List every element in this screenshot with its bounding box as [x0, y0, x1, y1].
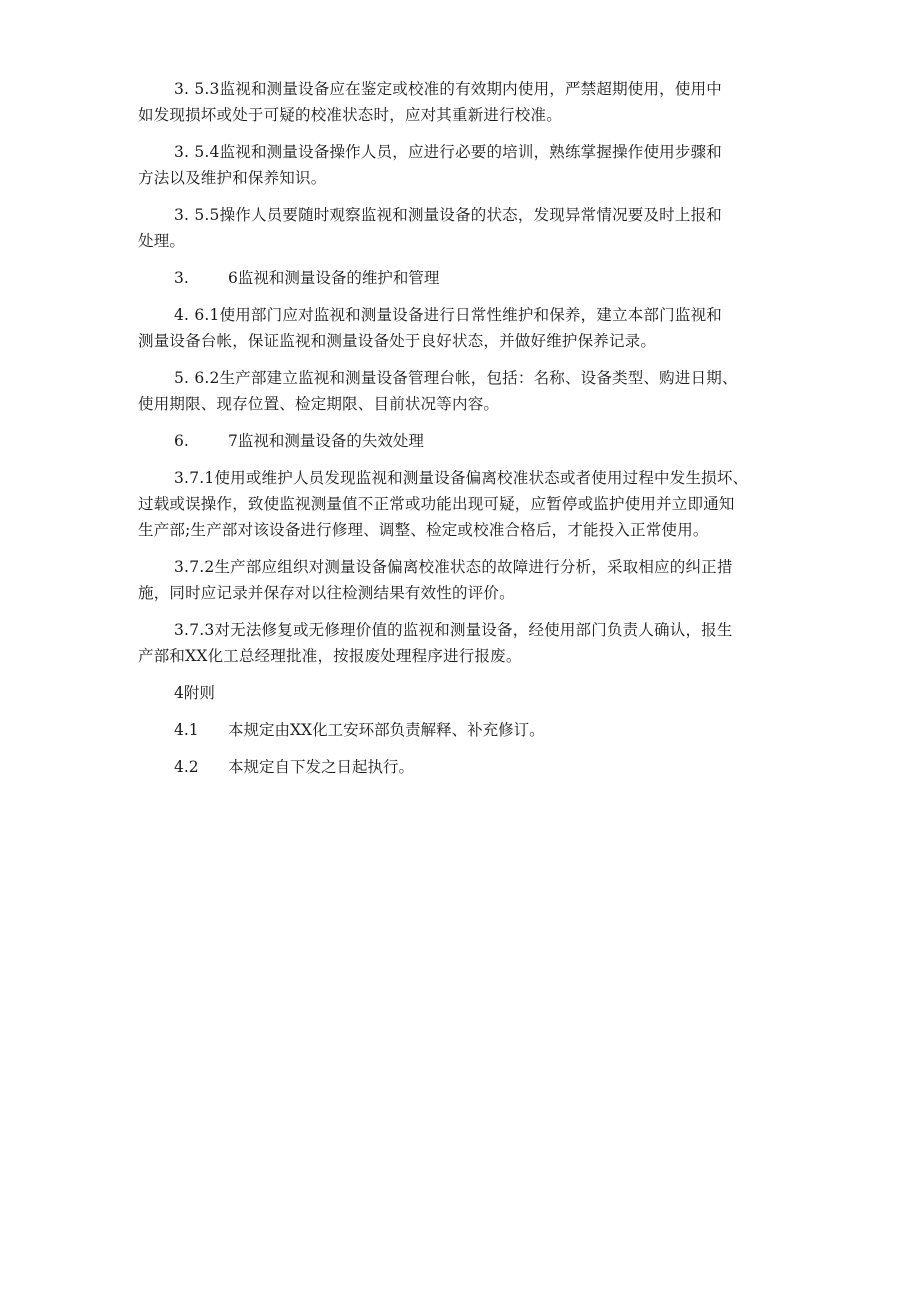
item-text: 本规定自下发之日起执行。: [228, 758, 415, 776]
clause-line: 3.7.1使用或维护人员发现监视和测量设备偏离校准状态或者使用过程中发生损坏、: [174, 469, 749, 487]
clause-line: 3. 5.3监视和测量设备应在鉴定或校准的有效期内使用，严禁超期使用，使用中: [174, 80, 722, 98]
clause-3-7-3: [138, 617, 798, 680]
clause-line: 3.7.3对无法修复或无修理价值的监视和测量设备，经使用部门负责人确认，报生: [174, 621, 733, 639]
clause-3-5-4: [138, 139, 798, 202]
clause-3-7-2: [138, 554, 798, 617]
item-number: 4.2: [174, 758, 199, 776]
clause-3-6-2: [138, 365, 798, 428]
clause-line: 生产部;生产部对该设备进行修理、调整、检定或校准合格后，才能投入正常使用。: [138, 521, 709, 539]
clause-3-7-1: [138, 465, 798, 554]
clause-line: 测量设备台帐，保证监视和测量设备处于良好状态，并做好维护保养记录。: [138, 332, 657, 350]
clause-line: 5. 6.2生产部建立监视和测量设备管理台帐，包括：名称、设备类型、购进日期、: [174, 369, 738, 387]
section-title: 7监视和测量设备的失效处理: [228, 432, 424, 450]
section-number: 6.: [174, 432, 189, 450]
item-text: 本规定由XX化工安环部负责解释、补充修订。: [228, 721, 545, 739]
clause-line: 3.7.2生产部应组织对测量设备偏离校准状态的故障进行分析，采取相应的纠正措: [174, 558, 733, 576]
section-number: 3.: [174, 269, 189, 287]
clause-3-6-1: [138, 302, 798, 365]
clause-line: 施，同时应记录并保存对以往检测结果有效性的评价。: [138, 584, 515, 602]
clause-line: 过载或误操作，致使监视测量值不正常或功能出现可疑，应暂停或监护使用并立即通知: [138, 495, 735, 513]
clause-3-5-5: [138, 202, 798, 265]
clause-line: 处理。: [138, 232, 186, 250]
clause-line: 使用期限、现存位置、检定期限、目前状况等内容。: [138, 395, 500, 413]
clause-3-5-3: [138, 76, 798, 139]
appendix-item-4-1: [138, 717, 798, 754]
section-heading-3-6: [138, 265, 798, 302]
section-heading-3-7: [138, 428, 798, 465]
document-body: [138, 76, 798, 791]
item-number: 4.1: [174, 721, 199, 739]
clause-line: 如发现损坏或处于可疑的校准状态时，应对其重新进行校准。: [138, 106, 562, 124]
section-title: 6监视和测量设备的维护和管理: [228, 269, 440, 287]
appendix-item-4-2: [138, 754, 798, 791]
clause-line: 产部和XX化工总经理批准，按报废处理程序进行报废。: [138, 647, 522, 665]
clause-line: 方法以及维护和保养知识。: [138, 169, 327, 187]
appendix-heading: 4附则: [174, 684, 215, 702]
clause-line: 4. 6.1使用部门应对监视和测量设备进行日常性维护和保养，建立本部门监视和: [174, 306, 722, 324]
clause-line: 3. 5.5操作人员要随时观察监视和测量设备的状态，发现异常情况要及时上报和: [174, 206, 722, 224]
clause-line: 3. 5.4监视和测量设备操作人员，应进行必要的培训，熟练掌握操作使用步骤和: [174, 143, 722, 161]
